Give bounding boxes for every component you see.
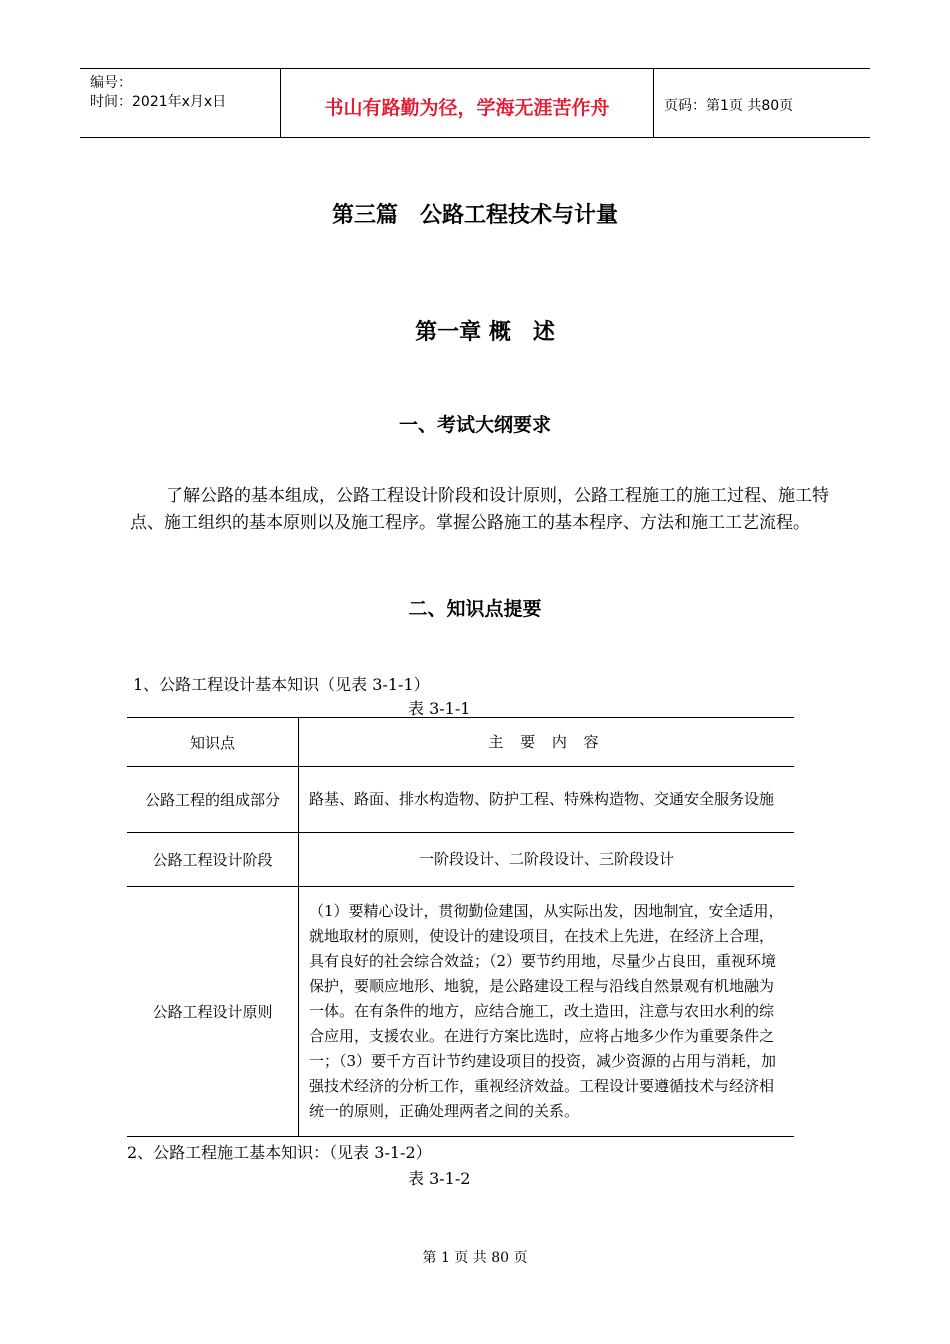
table-row-value: （1）要精心设计，贯彻勤俭建国，从实际出发，因地制宜，安全适用，就地取材的原则，使设计的建设项目，在技术上先进，在经济上合理，具有良好的社会综合效益；（2）要节约用地，尽量少占良田，重视环境保护，要顺应地形、地貌，是公路建设工程与沿线自然景观有机地融为一体。在有条件的地方，应结合施工，改土造田，注意与农田水利的综合应用，支援农业。在进行方案比选时，应将占地多少作为重要条件之一；（3）要千方百计节约建设项目的投资，减少资源的占用与消耗，加强技术经济的分析工作，重视经济效益。工程设计要遵循技术与经济相统一的原则，正确处理两者之间的关系。	[299, 887, 795, 1137]
item1-heading: 1、公路工程设计基本知识（见表 3-1-1）	[133, 675, 430, 694]
table1-caption: 表 3-1-1	[408, 699, 471, 718]
table-row	[127, 887, 794, 1137]
table-row-value: 一阶段设计、二阶段设计、三阶段设计	[299, 833, 795, 887]
table-header-value: 主 要 内 容	[299, 718, 795, 767]
page-footer: 第 1 页 共 80 页	[422, 1250, 528, 1266]
doc-number-label: 编号：	[90, 75, 132, 91]
header-page-info: 页码：第1页 共80页	[664, 98, 794, 114]
table-row-value: 路基、路面、排水构造物、防护工程、特殊构造物、交通安全服务设施	[299, 767, 795, 833]
table-row	[127, 833, 794, 887]
table-header-key: 知识点	[127, 718, 299, 767]
table2-caption: 表 3-1-2	[408, 1169, 471, 1188]
header-right-cell	[654, 69, 870, 137]
doc-time-label: 时间：2021年x月x日	[90, 94, 227, 110]
table-header-row	[127, 718, 794, 767]
header-motto-cell	[280, 69, 654, 137]
table-row-key: 公路工程设计阶段	[127, 833, 299, 887]
chapter-title: 第一章 概 述	[415, 320, 555, 345]
section-title-knowledge: 二、知识点提要	[408, 598, 542, 620]
syllabus-paragraph: 了解公路的基本组成，公路工程设计阶段和设计原则，公路工程施工的施工过程、施工特点、施工组织的基本原则以及施工程序。掌握公路施工的基本程序、方法和施工工艺流程。	[130, 486, 829, 533]
item2-heading: 2、公路工程施工基本知识：（见表 3-1-2）	[127, 1143, 432, 1162]
table-row-key: 公路工程设计原则	[127, 887, 299, 1137]
part-title: 第三篇 公路工程技术与计量	[331, 203, 618, 228]
table-row-key: 公路工程的组成部分	[127, 767, 299, 833]
knowledge-table	[127, 717, 794, 1137]
page-header	[80, 68, 870, 138]
motto-text: 书山有路勤为径，学海无涯苦作舟	[324, 97, 610, 119]
table-row	[127, 767, 794, 833]
section-title-syllabus: 一、考试大纲要求	[398, 414, 551, 436]
header-left-cell	[80, 69, 280, 137]
